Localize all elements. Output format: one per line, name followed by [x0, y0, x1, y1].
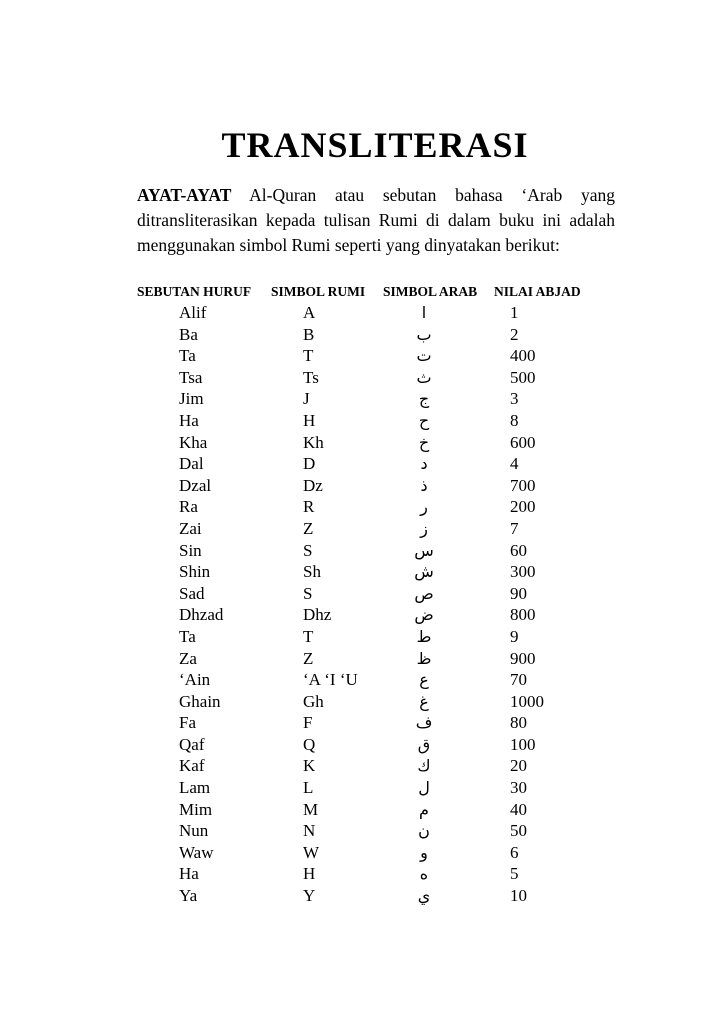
abjad-value: 5: [510, 864, 519, 884]
arabic-symbol: ي: [417, 886, 431, 906]
rumi-symbol: A: [303, 303, 316, 322]
letter-name: Dhzad: [179, 605, 224, 625]
rumi-symbol: B: [303, 324, 315, 344]
abjad-value: 9: [510, 626, 519, 646]
abjad-value: 1: [510, 303, 519, 322]
rumi-symbol: L: [303, 778, 314, 798]
abjad-value: 90: [510, 583, 527, 603]
abjad-value: 700: [510, 475, 536, 495]
rumi-symbol: T: [303, 626, 314, 646]
rumi-symbol: M: [303, 799, 319, 819]
rumi-symbol: Z: [303, 648, 314, 668]
letter-name: Tsa: [179, 367, 203, 387]
abjad-value: 200: [510, 497, 536, 517]
table-row: [0, 842, 728, 864]
intro-paragraph: [137, 183, 615, 258]
letter-name: Sin: [179, 540, 202, 560]
table-row: [0, 432, 728, 454]
rumi-symbol: Gh: [303, 691, 324, 711]
table-row: [0, 799, 728, 821]
letter-name: Ya: [179, 886, 198, 906]
rumi-symbol: J: [303, 389, 310, 409]
table-row: [0, 583, 728, 605]
letter-name: ‘Ain: [179, 670, 211, 690]
abjad-value: 50: [510, 821, 527, 841]
letter-name: Ha: [179, 864, 199, 884]
letter-name: Zai: [179, 518, 202, 538]
abjad-value: 800: [510, 605, 536, 625]
table-row: [0, 388, 728, 410]
table-row: [0, 648, 728, 670]
rumi-symbol: D: [303, 454, 316, 474]
abjad-value: 4: [510, 454, 519, 474]
letter-name: Lam: [179, 778, 211, 798]
rumi-symbol: Y: [303, 886, 316, 906]
arabic-symbol: ص: [414, 583, 434, 603]
arabic-symbol: ب: [416, 324, 432, 344]
abjad-value: 60: [510, 540, 527, 560]
abjad-value: 40: [510, 799, 527, 819]
abjad-value: 2: [510, 324, 519, 344]
table-row: [0, 712, 728, 734]
intro-lead: AYAT-AYAT: [137, 185, 232, 205]
arabic-symbol: خ: [418, 432, 430, 452]
table-row: [0, 604, 728, 626]
table-row: [0, 626, 728, 648]
header-simbol-arab: SIMBOL ARAB: [383, 284, 478, 299]
abjad-value: 400: [510, 346, 536, 366]
rumi-symbol: H: [303, 410, 316, 430]
letter-name: Ghain: [179, 691, 221, 711]
table-row: [0, 410, 728, 432]
abjad-value: 80: [510, 713, 527, 733]
rumi-symbol: Dz: [303, 475, 323, 495]
table-row: [0, 345, 728, 367]
abjad-value: 3: [510, 389, 519, 409]
header-simbol-rumi: SIMBOL RUMI: [271, 284, 366, 299]
arabic-symbol: ذ: [420, 475, 428, 495]
abjad-value: 7: [510, 518, 519, 538]
table-row: [0, 302, 728, 324]
arabic-symbol: غ: [419, 691, 429, 711]
rumi-symbol: N: [303, 821, 316, 841]
rumi-symbol: R: [303, 497, 315, 517]
rumi-symbol: K: [303, 756, 316, 776]
table-row: [0, 496, 728, 518]
rumi-symbol: T: [303, 346, 314, 366]
letter-name: Za: [179, 648, 197, 668]
table-row: [0, 755, 728, 777]
rumi-symbol: S: [303, 540, 313, 560]
letter-name: Fa: [179, 713, 196, 733]
arabic-symbol: ح: [418, 410, 430, 430]
rumi-symbol: Kh: [303, 432, 324, 452]
letter-name: Jim: [179, 389, 204, 409]
table-row: [0, 820, 728, 842]
letter-name: Kha: [179, 432, 208, 452]
table-row: [0, 734, 728, 756]
letter-name: Alif: [179, 303, 207, 322]
table-row: [0, 777, 728, 799]
letter-name: Waw: [179, 842, 214, 862]
abjad-value: 20: [510, 756, 527, 776]
letter-name: Kaf: [179, 756, 205, 776]
rumi-symbol: S: [303, 583, 313, 603]
abjad-value: 30: [510, 778, 527, 798]
rumi-symbol: Sh: [303, 562, 321, 582]
arabic-symbol: ر: [420, 497, 428, 517]
arabic-symbol: ش: [414, 562, 434, 582]
letter-name: Shin: [179, 562, 211, 582]
table-row: [0, 561, 728, 583]
arabic-symbol: ف: [415, 713, 433, 733]
arabic-symbol: ع: [419, 670, 429, 690]
arabic-symbol: ت: [416, 346, 432, 366]
table-row: [0, 669, 728, 691]
letter-name: Qaf: [179, 734, 205, 754]
table-row: [0, 367, 728, 389]
table-row: [0, 453, 728, 475]
abjad-value: 500: [510, 367, 536, 387]
rumi-symbol: H: [303, 864, 316, 884]
letter-name: Ta: [179, 626, 196, 646]
abjad-value: 10: [510, 886, 527, 906]
arabic-symbol: ظ: [416, 648, 432, 668]
table-row: [0, 324, 728, 346]
letter-name: Ha: [179, 410, 199, 430]
abjad-value: 300: [510, 562, 536, 582]
abjad-value: 6: [510, 842, 519, 862]
arabic-symbol: ز: [420, 518, 428, 538]
transliteration-table: [0, 302, 728, 907]
table-row: [0, 518, 728, 540]
abjad-value: 900: [510, 648, 536, 668]
rumi-symbol: ‘A ‘I ‘U: [303, 670, 358, 690]
arabic-symbol: ض: [414, 605, 434, 625]
letter-name: Dzal: [179, 475, 212, 495]
table-row: [0, 540, 728, 562]
arabic-symbol: ط: [416, 626, 432, 646]
header-sebutan-huruf: SEBUTAN HURUF: [137, 284, 252, 299]
letter-name: Ra: [179, 497, 198, 517]
table-row: [0, 885, 728, 907]
letter-name: Dal: [179, 454, 204, 474]
arabic-symbol: ث: [416, 367, 432, 387]
rumi-symbol: W: [303, 842, 320, 862]
abjad-value: 100: [510, 734, 536, 754]
table-row: [0, 691, 728, 713]
abjad-value: 8: [510, 410, 519, 430]
page-title: TRANSLITERASI: [221, 125, 529, 165]
rumi-symbol: Dhz: [303, 605, 332, 625]
arabic-symbol: س: [414, 540, 434, 560]
rumi-symbol: F: [303, 713, 313, 733]
letter-name: Ba: [179, 324, 198, 344]
letter-name: Ta: [179, 346, 196, 366]
intro-text: Al-Quran atau sebutan bahasa ‘Arab yang ditransliterasikan kepada tulisan Rumi di dalam buku ini adalah menggunakan simbol Rumi seperti yang dinyatakan berikut:: [137, 185, 615, 255]
table-row: [0, 475, 728, 497]
rumi-symbol: Q: [303, 734, 316, 754]
letter-name: Sad: [179, 583, 205, 603]
arabic-symbol: ه: [419, 864, 429, 884]
arabic-symbol: د: [420, 454, 428, 474]
letter-name: Nun: [179, 821, 209, 841]
arabic-symbol: و: [420, 842, 428, 862]
rumi-symbol: Z: [303, 518, 314, 538]
arabic-symbol: ل: [418, 778, 430, 798]
arabic-symbol: م: [419, 799, 429, 819]
abjad-value: 1000: [510, 691, 544, 711]
letter-name: Mim: [179, 799, 213, 819]
arabic-symbol: ا: [421, 303, 427, 322]
arabic-symbol: ج: [418, 389, 430, 409]
arabic-symbol: ك: [417, 756, 431, 776]
rumi-symbol: Ts: [303, 367, 319, 387]
header-nilai-abjad: NILAI ABJAD: [494, 284, 581, 299]
arabic-symbol: ق: [417, 734, 431, 754]
table-row: [0, 863, 728, 885]
abjad-value: 600: [510, 432, 536, 452]
abjad-value: 70: [510, 670, 527, 690]
arabic-symbol: ن: [418, 821, 430, 841]
